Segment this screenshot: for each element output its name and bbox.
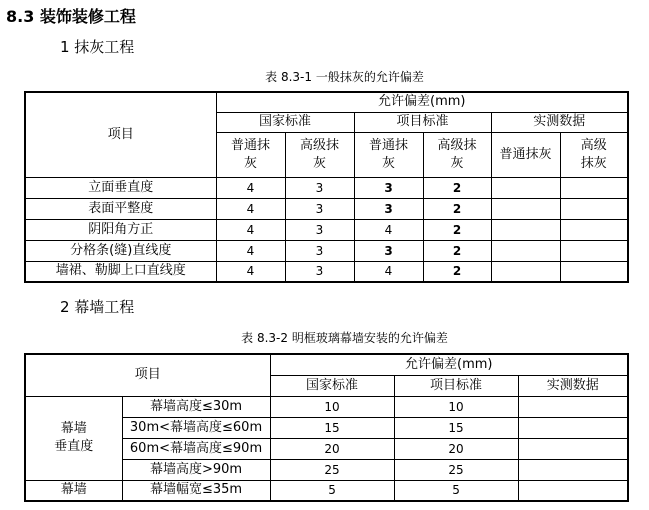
header-national-standard: 国家标准	[216, 112, 354, 132]
table-row	[25, 198, 628, 219]
cell-measured-high	[560, 261, 628, 282]
header-measured-data: 实测数据	[491, 112, 628, 132]
table2-caption: 表 8.3-2 明框玻璃幕墙安装的允许偏差	[241, 331, 448, 345]
cell-national-high: 3	[285, 240, 354, 261]
cell-measured-high	[560, 198, 628, 219]
table-row	[25, 240, 628, 261]
cell-national-normal: 4	[216, 240, 285, 261]
cell-national: 25	[270, 459, 394, 480]
row-name: 幕墙高度>90m	[122, 459, 270, 480]
header-measured-high: 高级 抹灰	[560, 132, 628, 177]
cell-national-high: 3	[285, 177, 354, 198]
header-allowed-deviation: 允许偏差(mm)	[216, 92, 628, 112]
row-name: 墙裙、勒脚上口直线度	[25, 261, 216, 282]
header-project-standard: 项目标准	[354, 112, 491, 132]
cell-national: 20	[270, 438, 394, 459]
cell-national: 5	[270, 480, 394, 501]
header-measured-data: 实测数据	[518, 375, 628, 396]
cell-measured	[518, 396, 628, 417]
cell-project-high: 2	[423, 240, 491, 261]
row-name: 60m<幕墙高度≤90m	[122, 438, 270, 459]
subsection-title-curtain-wall: 2 幕墙工程	[60, 298, 135, 316]
table-row	[25, 396, 628, 417]
cell-measured-normal	[491, 219, 560, 240]
header-allowed-deviation: 允许偏差(mm)	[270, 354, 628, 375]
header-national-normal: 普通抹 灰	[216, 132, 285, 177]
cell-project-normal: 3	[354, 198, 423, 219]
cell-measured	[518, 480, 628, 501]
cell-national: 15	[270, 417, 394, 438]
cell-project: 5	[394, 480, 518, 501]
header-national-standard: 国家标准	[270, 375, 394, 396]
curtain-wall-tolerance-table	[24, 353, 629, 502]
cell-national-high: 3	[285, 219, 354, 240]
header-project-high: 高级抹 灰	[423, 132, 491, 177]
cell-project-normal: 4	[354, 261, 423, 282]
table-row	[25, 219, 628, 240]
table-row	[25, 177, 628, 198]
row-name: 阴阳角方正	[25, 219, 216, 240]
cell-project: 20	[394, 438, 518, 459]
row-name: 30m<幕墙高度≤60m	[122, 417, 270, 438]
row-name: 幕墙高度≤30m	[122, 396, 270, 417]
cell-measured-normal	[491, 177, 560, 198]
row-name: 幕墙幅宽≤35m	[122, 480, 270, 501]
cell-measured-normal	[491, 261, 560, 282]
header-item: 项目	[25, 354, 270, 396]
cell-national-normal: 4	[216, 219, 285, 240]
cell-national-high: 3	[285, 261, 354, 282]
cell-project-normal: 4	[354, 219, 423, 240]
row-name: 分格条(缝)直线度	[25, 240, 216, 261]
cell-project-high: 2	[423, 219, 491, 240]
row-name: 立面垂直度	[25, 177, 216, 198]
plastering-tolerance-table	[24, 91, 629, 283]
header-measured-normal: 普通抹灰	[491, 132, 560, 177]
table-row	[25, 261, 628, 282]
section-title: 8.3 装饰装修工程	[6, 7, 136, 26]
cell-measured	[518, 438, 628, 459]
header-project-standard: 项目标准	[394, 375, 518, 396]
cell-project: 10	[394, 396, 518, 417]
cell-national: 10	[270, 396, 394, 417]
cell-measured	[518, 459, 628, 480]
cell-measured-high	[560, 240, 628, 261]
cell-national-normal: 4	[216, 261, 285, 282]
table1-caption: 表 8.3-1 一般抹灰的允许偏差	[265, 70, 424, 84]
cell-project-normal: 3	[354, 177, 423, 198]
cell-project-high: 2	[423, 177, 491, 198]
cell-measured-normal	[491, 198, 560, 219]
cell-project: 25	[394, 459, 518, 480]
subsection-title-plastering: 1 抹灰工程	[60, 38, 135, 56]
cell-project-normal: 3	[354, 240, 423, 261]
group-verticality: 幕墙 垂直度	[25, 396, 122, 480]
cell-measured	[518, 417, 628, 438]
cell-measured-high	[560, 219, 628, 240]
cell-national-normal: 4	[216, 177, 285, 198]
cell-measured-normal	[491, 240, 560, 261]
header-project-normal: 普通抹 灰	[354, 132, 423, 177]
header-item: 项目	[25, 92, 216, 177]
cell-project-high: 2	[423, 198, 491, 219]
group-width: 幕墙	[25, 480, 122, 501]
header-national-high: 高级抹 灰	[285, 132, 354, 177]
cell-national-high: 3	[285, 198, 354, 219]
cell-measured-high	[560, 177, 628, 198]
table-row	[25, 480, 628, 501]
row-name: 表面平整度	[25, 198, 216, 219]
cell-project-high: 2	[423, 261, 491, 282]
cell-project: 15	[394, 417, 518, 438]
cell-national-normal: 4	[216, 198, 285, 219]
